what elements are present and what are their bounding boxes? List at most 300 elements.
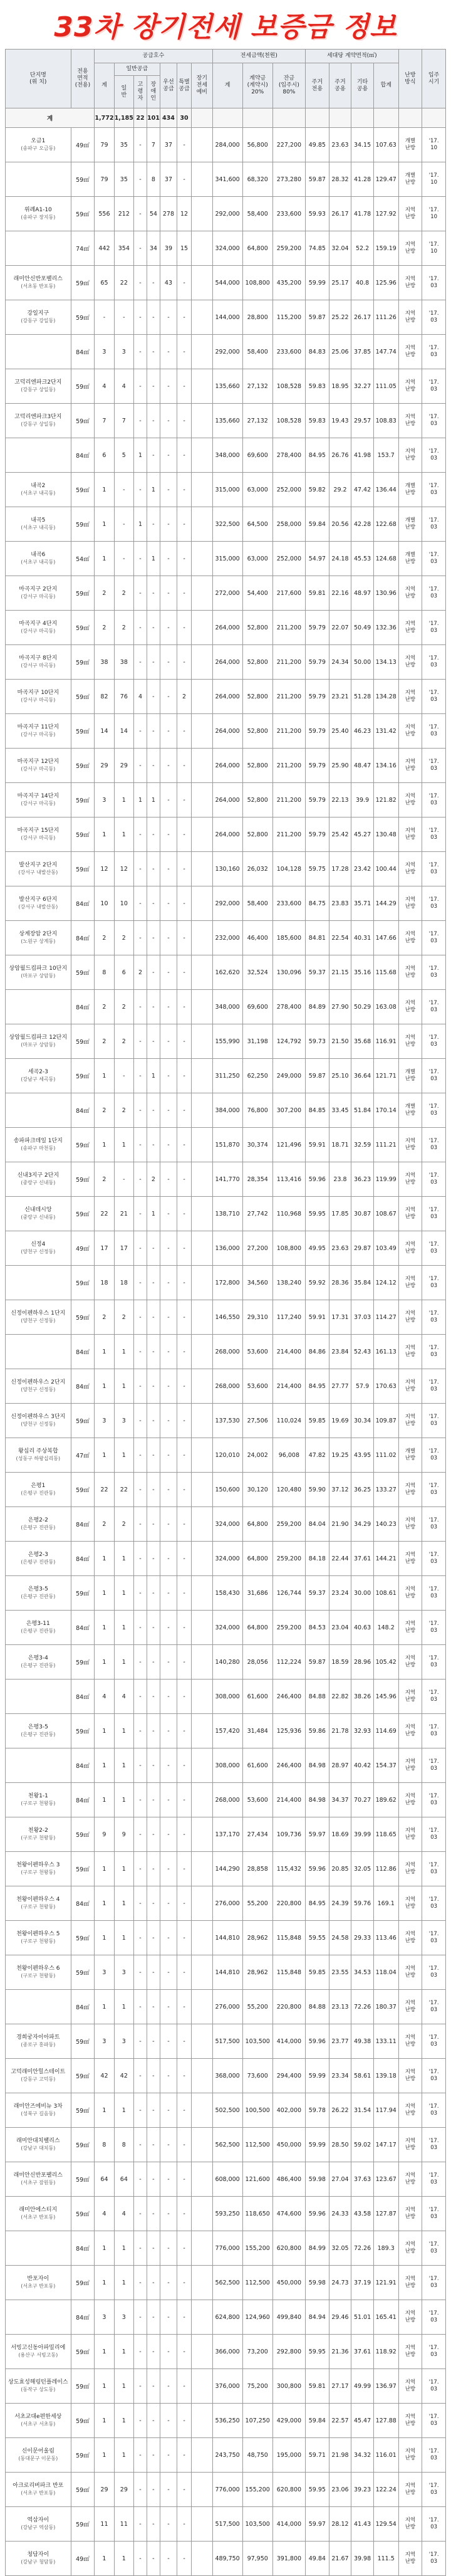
general-cell: -	[114, 1059, 133, 1093]
contract-cell: 100,500	[242, 2093, 272, 2128]
other-area-cell: 51.84	[351, 1093, 374, 1128]
heating-cell: 지역 난방	[398, 1024, 422, 1059]
priority-cell: -	[160, 1024, 177, 1059]
table-row	[6, 1473, 446, 1507]
youth-cell: -	[134, 2231, 147, 2266]
general-cell: 3	[114, 1404, 133, 1438]
disabled-cell: 1	[147, 542, 160, 576]
movein-cell: '17. 03	[422, 1473, 446, 1507]
movein-cell: '17. 03	[422, 2300, 446, 2335]
total-other	[351, 108, 374, 128]
other-area-cell: 43.95	[351, 1438, 374, 1473]
area-sum-cell: 115.68	[373, 955, 398, 990]
movein-cell: '17. 03	[422, 714, 446, 749]
disabled-cell: -	[147, 438, 160, 473]
area-type-cell: 84㎡	[71, 2300, 95, 2335]
supply-total-cell: 4	[95, 369, 114, 404]
other-area-cell: 30.34	[351, 1404, 374, 1438]
header-deposit-group: 전세금액(천원)	[212, 50, 306, 63]
other-area-cell: 37.63	[351, 2162, 374, 2197]
contract-cell: 103,500	[242, 2507, 272, 2542]
reservation-cell	[192, 162, 212, 197]
common-area-cell: 21.90	[329, 1507, 351, 1542]
header-priority: 우선 공급	[160, 63, 177, 108]
supply-total-cell: 2	[95, 1093, 114, 1128]
disabled-cell: -	[147, 1024, 160, 1059]
general-cell: 11	[114, 2507, 133, 2542]
disabled-cell: -	[147, 1473, 160, 1507]
complex-name-cell	[6, 921, 71, 955]
balance-cell: 110,968	[272, 1197, 305, 1231]
deposit-cell: 308,000	[212, 1680, 242, 1714]
other-area-cell: 48.47	[351, 749, 374, 783]
heating-cell: 지역 난방	[398, 2300, 422, 2335]
exclusive-area-cell: 59.95	[306, 2473, 329, 2507]
movein-cell: '17. 03	[422, 2059, 446, 2093]
table-row	[6, 680, 446, 714]
priority-cell: -	[160, 1817, 177, 1852]
other-area-cell: 45.47	[351, 2404, 374, 2438]
disabled-cell: -	[147, 1990, 160, 2024]
other-area-cell: 43.58	[351, 2197, 374, 2231]
table-row	[6, 1852, 446, 1886]
complex-location: (양천구 신정동)	[21, 1249, 56, 1254]
balance-cell: 414,000	[272, 2024, 305, 2059]
header-movein: 입주 시기	[422, 50, 446, 108]
supply-total-cell: 3	[95, 1955, 114, 1990]
priority-cell: 37	[160, 128, 177, 162]
complex-location: (서초구 반포동)	[21, 2214, 56, 2220]
disabled-cell: -	[147, 335, 160, 369]
other-area-cell: 36.23	[351, 1162, 374, 1197]
heating-cell: 지역 난방	[398, 1783, 422, 1817]
youth-cell: -	[134, 2507, 147, 2542]
area-sum-cell: 117.94	[373, 2093, 398, 2128]
special-cell: -	[177, 369, 192, 404]
table-row	[6, 1783, 446, 1817]
contract-cell: 52,800	[242, 749, 272, 783]
balance-cell: 211,200	[272, 645, 305, 680]
contract-cell: 27,132	[242, 369, 272, 404]
complex-name-cell	[6, 955, 71, 990]
reservation-cell	[192, 438, 212, 473]
other-area-cell: 32.59	[351, 1128, 374, 1162]
balance-cell: 217,600	[272, 576, 305, 611]
deposit-cell: 137,170	[212, 1817, 242, 1852]
area-sum-cell: 111.21	[373, 1128, 398, 1162]
special-cell: -	[177, 2507, 192, 2542]
complex-location: (은평구 진관동)	[21, 1628, 56, 1634]
reservation-cell	[192, 2231, 212, 2266]
exclusive-area-cell: 59.84	[306, 507, 329, 542]
complex-name: 상암월드컵파크 10단지	[9, 965, 68, 972]
other-area-cell: 28.96	[351, 1645, 374, 1680]
other-area-cell: 37.61	[351, 2335, 374, 2369]
special-cell: -	[177, 2300, 192, 2335]
youth-cell: -	[134, 1542, 147, 1576]
other-area-cell: 34.15	[351, 128, 374, 162]
total-balance	[272, 108, 305, 128]
contract-cell: 69,600	[242, 990, 272, 1024]
deposit-cell: 144,810	[212, 1955, 242, 1990]
deposit-cell: 264,000	[212, 714, 242, 749]
disabled-cell: -	[147, 2162, 160, 2197]
table-row	[6, 300, 446, 335]
area-sum-cell: 122.68	[373, 507, 398, 542]
complex-name: 상암월드컵파크 12단지	[9, 1034, 68, 1041]
common-area-cell: 25.06	[329, 335, 351, 369]
common-area-cell: 21.15	[329, 955, 351, 990]
balance-cell: 258,000	[272, 507, 305, 542]
complex-name-cell	[6, 2024, 71, 2059]
heating-cell: 지역 난방	[398, 1404, 422, 1438]
other-area-cell: 29.87	[351, 1231, 374, 1266]
balance-cell: 220,800	[272, 1886, 305, 1921]
table-row	[6, 2231, 446, 2266]
balance-cell: 307,200	[272, 1093, 305, 1128]
disabled-cell: 2	[147, 1162, 160, 1197]
deposit-cell: 268,000	[212, 1335, 242, 1369]
general-cell: 1	[114, 1921, 133, 1955]
special-cell: -	[177, 2197, 192, 2231]
exclusive-area-cell: 49.85	[306, 128, 329, 162]
general-cell: 76	[114, 680, 133, 714]
area-sum-cell: 118.04	[373, 1955, 398, 1990]
area-type-cell: 59㎡	[71, 2473, 95, 2507]
contract-cell: 124,960	[242, 2300, 272, 2335]
general-cell: 2	[114, 576, 133, 611]
special-cell: -	[177, 852, 192, 886]
balance-cell: 391,800	[272, 2542, 305, 2576]
exclusive-area-cell: 84.75	[306, 886, 329, 921]
priority-cell: -	[160, 2335, 177, 2369]
movein-cell: '17. 03	[422, 886, 446, 921]
other-area-cell: 30.87	[351, 1197, 374, 1231]
area-type-cell: 59㎡	[71, 1852, 95, 1886]
reservation-cell	[192, 507, 212, 542]
movein-cell: '17. 03	[422, 955, 446, 990]
balance-cell: 474,600	[272, 2197, 305, 2231]
balance-cell: 227,200	[272, 128, 305, 162]
supply-total-cell: 12	[95, 852, 114, 886]
heating-cell: 지역 난방	[398, 1886, 422, 1921]
other-area-cell: 37.19	[351, 2266, 374, 2300]
exclusive-area-cell: 59.97	[306, 2507, 329, 2542]
other-area-cell: 52.43	[351, 1335, 374, 1369]
movein-cell: '17. 03	[422, 2231, 446, 2266]
common-area-cell: 22.57	[329, 2404, 351, 2438]
deposit-cell: 536,250	[212, 2404, 242, 2438]
priority-cell: -	[160, 2404, 177, 2438]
balance-cell: 214,400	[272, 1369, 305, 1404]
movein-cell: '17. 03	[422, 783, 446, 817]
supply-total-cell: 79	[95, 128, 114, 162]
balance-cell: 115,200	[272, 300, 305, 335]
balance-cell: 259,200	[272, 231, 305, 266]
contract-cell: 31,198	[242, 1024, 272, 1059]
complex-name-cell	[6, 576, 71, 611]
total-special: 30	[177, 108, 192, 128]
youth-cell: -	[134, 2473, 147, 2507]
table-body	[6, 108, 446, 2576]
other-area-cell: 35.84	[351, 1266, 374, 1300]
common-area-cell: 22.13	[329, 783, 351, 817]
reservation-cell	[192, 1369, 212, 1404]
table-row	[6, 2335, 446, 2369]
priority-cell: -	[160, 749, 177, 783]
special-cell: -	[177, 1197, 192, 1231]
complex-name: 마곡지구 4단지	[19, 621, 58, 627]
complex-location: (강남구 역삼동)	[21, 2525, 56, 2530]
supply-total-cell: 1	[95, 817, 114, 852]
other-area-cell: 47.42	[351, 473, 374, 507]
exclusive-area-cell: 84.83	[306, 335, 329, 369]
special-cell: -	[177, 2335, 192, 2369]
contract-cell: 68,320	[242, 162, 272, 197]
table-row	[6, 1128, 446, 1162]
common-area-cell: 25.22	[329, 300, 351, 335]
complex-name: 신내3지구 2단지	[17, 1172, 60, 1179]
balance-cell: 220,800	[272, 1990, 305, 2024]
complex-location: (구로구 천왕동)	[21, 1938, 56, 1944]
reservation-cell	[192, 1507, 212, 1542]
reservation-cell	[192, 921, 212, 955]
disabled-cell: 54	[147, 197, 160, 231]
contract-cell: 64,800	[242, 1542, 272, 1576]
heating-cell: 지역 난방	[398, 1680, 422, 1714]
special-cell: -	[177, 645, 192, 680]
movein-cell: '17. 03	[422, 1197, 446, 1231]
general-cell: 29	[114, 2473, 133, 2507]
reservation-cell	[192, 300, 212, 335]
exclusive-area-cell: 84.95	[306, 438, 329, 473]
exclusive-area-cell: 59.79	[306, 680, 329, 714]
common-area-cell: 32.05	[329, 2231, 351, 2266]
area-type-cell: 49㎡	[71, 2542, 95, 2576]
area-type-cell: 49㎡	[71, 1231, 95, 1266]
complex-location: (마포구 상암동)	[21, 973, 56, 979]
deposit-cell: 341,600	[212, 162, 242, 197]
other-area-cell: 41.28	[351, 162, 374, 197]
deposit-cell: 264,000	[212, 645, 242, 680]
contract-cell: 64,800	[242, 231, 272, 266]
disabled-cell: -	[147, 2369, 160, 2404]
disabled-cell: -	[147, 2438, 160, 2473]
table-row	[6, 404, 446, 438]
youth-cell: -	[134, 1266, 147, 1300]
contract-cell: 30,120	[242, 1473, 272, 1507]
special-cell: -	[177, 611, 192, 645]
reservation-cell	[192, 611, 212, 645]
heating-cell: 지역 난방	[398, 2473, 422, 2507]
common-area-cell: 23.77	[329, 2024, 351, 2059]
movein-cell: '17. 03	[422, 335, 446, 369]
youth-cell: -	[134, 231, 147, 266]
priority-cell: -	[160, 2128, 177, 2162]
contract-cell: 52,800	[242, 680, 272, 714]
youth-cell: 4	[134, 680, 147, 714]
area-sum-cell: 123.67	[373, 2162, 398, 2197]
table-row	[6, 645, 446, 680]
priority-cell: -	[160, 1611, 177, 1645]
reservation-cell	[192, 1093, 212, 1128]
common-area-cell: 20.56	[329, 507, 351, 542]
table-row	[6, 783, 446, 817]
area-sum-cell: 153.7	[373, 438, 398, 473]
reservation-cell	[192, 2335, 212, 2369]
deposit-cell: 593,250	[212, 2197, 242, 2231]
youth-cell: -	[134, 1162, 147, 1197]
complex-location: (용산구 서빙고동)	[18, 2352, 58, 2358]
deposit-cell: 268,000	[212, 1783, 242, 1817]
exclusive-area-cell: 59.79	[306, 714, 329, 749]
supply-total-cell: 82	[95, 680, 114, 714]
supply-total-cell: 4	[95, 1680, 114, 1714]
reservation-cell	[192, 2093, 212, 2128]
exclusive-area-cell: 59.92	[306, 1266, 329, 1300]
contract-cell: 52,800	[242, 611, 272, 645]
disabled-cell: -	[147, 1266, 160, 1300]
youth-cell: -	[134, 1507, 147, 1542]
supply-total-cell: 22	[95, 1473, 114, 1507]
movein-cell: '17. 03	[422, 1542, 446, 1576]
other-area-cell: 72.26	[351, 1990, 374, 2024]
youth-cell: -	[134, 611, 147, 645]
general-cell: 3	[114, 335, 133, 369]
disabled-cell: -	[147, 921, 160, 955]
complex-name: 반포자이	[27, 2276, 49, 2282]
complex-location: (서초구 내곡동)	[21, 559, 56, 565]
header-supply-group: 공급호수	[95, 50, 212, 63]
balance-cell: 214,400	[272, 1335, 305, 1369]
area-sum-cell: 159.19	[373, 231, 398, 266]
table-row	[6, 749, 446, 783]
general-cell: 1	[114, 1128, 133, 1162]
general-cell: 1	[114, 2438, 133, 2473]
general-cell: 17	[114, 1231, 133, 1266]
heating-cell: 지역 난방	[398, 266, 422, 300]
area-type-cell: 59㎡	[71, 2059, 95, 2093]
other-area-cell: 40.63	[351, 1611, 374, 1645]
movein-cell: '17. 03	[422, 611, 446, 645]
area-sum-cell: 121.82	[373, 783, 398, 817]
youth-cell: 1	[134, 507, 147, 542]
exclusive-area-cell: 84.95	[306, 1886, 329, 1921]
heating-cell: 지역 난방	[398, 714, 422, 749]
movein-cell: '17. 03	[422, 1748, 446, 1783]
reservation-cell	[192, 1680, 212, 1714]
table-row	[6, 1024, 446, 1059]
other-area-cell: 39.99	[351, 1817, 374, 1852]
complex-name: 청담자이	[27, 2552, 49, 2558]
header-deposit-total: 계	[212, 63, 242, 108]
heating-cell: 지역 난방	[398, 231, 422, 266]
other-area-cell: 48.97	[351, 576, 374, 611]
disabled-cell: -	[147, 1886, 160, 1921]
exclusive-area-cell: 59.87	[306, 162, 329, 197]
deposit-cell: 150,600	[212, 1473, 242, 1507]
reservation-cell	[192, 1024, 212, 1059]
movein-cell: '17. 03	[422, 1817, 446, 1852]
youth-cell: -	[134, 2024, 147, 2059]
contract-cell: 55,200	[242, 1886, 272, 1921]
heating-cell: 개별 난방	[398, 473, 422, 507]
complex-location: (강동구 강일동)	[21, 318, 56, 323]
youth-cell: -	[134, 817, 147, 852]
other-area-cell: 38.26	[351, 1680, 374, 1714]
complex-location: (강서구 마곡동)	[21, 732, 56, 737]
movein-cell: '17. 03	[422, 749, 446, 783]
complex-name: 천왕2-2	[28, 1827, 48, 1834]
priority-cell: 278	[160, 197, 177, 231]
table-row	[6, 197, 446, 231]
complex-name-cell	[6, 1438, 71, 1473]
balance-cell: 292,800	[272, 2335, 305, 2369]
other-area-cell: 40.8	[351, 266, 374, 300]
priority-cell: -	[160, 1059, 177, 1093]
balance-cell: 115,432	[272, 1852, 305, 1886]
disabled-cell: -	[147, 1231, 160, 1266]
contract-cell: 27,742	[242, 1197, 272, 1231]
total-exclusive	[306, 108, 329, 128]
special-cell: -	[177, 1024, 192, 1059]
table-header	[6, 50, 446, 108]
priority-cell: -	[160, 2093, 177, 2128]
reservation-cell	[192, 1955, 212, 1990]
supply-total-cell: 1	[95, 1886, 114, 1921]
deposit-cell: 155,990	[212, 1024, 242, 1059]
contract-cell: 108,800	[242, 266, 272, 300]
contract-cell: 61,600	[242, 1748, 272, 1783]
other-area-cell: 45.53	[351, 542, 374, 576]
area-sum-cell: 111.26	[373, 300, 398, 335]
complex-name-cell	[6, 2404, 71, 2438]
special-cell: -	[177, 2024, 192, 2059]
heating-cell: 지역 난방	[398, 335, 422, 369]
deposit-cell: 292,000	[212, 886, 242, 921]
complex-name: 상도효성해링턴플레이스	[8, 2379, 68, 2385]
supply-total-cell: 556	[95, 197, 114, 231]
balance-cell: 259,200	[272, 1611, 305, 1645]
youth-cell: -	[134, 2093, 147, 2128]
area-type-cell: 59㎡	[71, 645, 95, 680]
contract-cell: 34,560	[242, 1266, 272, 1300]
movein-cell: '17. 03	[422, 1335, 446, 1369]
common-area-cell: 28.50	[329, 2128, 351, 2162]
priority-cell: -	[160, 1438, 177, 1473]
deposit-cell: 315,000	[212, 473, 242, 507]
supply-total-cell: 2	[95, 611, 114, 645]
common-area-cell: 21.67	[329, 2542, 351, 2576]
area-type-cell: 59㎡	[71, 162, 95, 197]
table-row	[6, 2059, 446, 2093]
balance-cell: 108,528	[272, 369, 305, 404]
contract-cell: 112,500	[242, 2128, 272, 2162]
heating-cell: 지역 난방	[398, 2231, 422, 2266]
disabled-cell: -	[147, 1852, 160, 1886]
area-type-cell: 74㎡	[71, 231, 95, 266]
general-cell: 2	[114, 1300, 133, 1335]
deposit-cell: 366,000	[212, 2335, 242, 2369]
youth-cell: -	[134, 1231, 147, 1266]
other-area-cell: 70.27	[351, 1783, 374, 1817]
general-cell: 1	[114, 1335, 133, 1369]
complex-name-cell	[6, 1542, 71, 1576]
special-cell: -	[177, 2266, 192, 2300]
complex-location: (성북구 길음동)	[21, 2111, 56, 2116]
disabled-cell: 8	[147, 162, 160, 197]
complex-location: (은평구 진관동)	[21, 1490, 56, 1496]
